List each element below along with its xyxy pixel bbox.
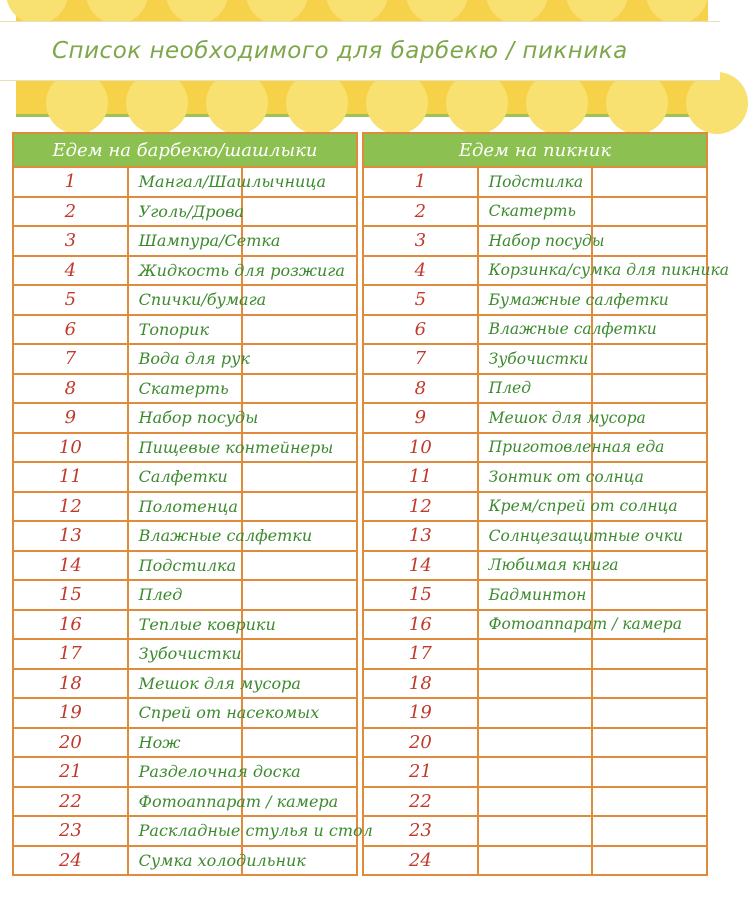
picnic-heading: Едем на пикник (363, 133, 707, 167)
item-number: 15 (13, 580, 128, 610)
item-label (478, 698, 593, 728)
item-label: Зубочистки (128, 639, 243, 669)
checkbox-cell[interactable] (242, 580, 357, 610)
item-number: 18 (363, 669, 478, 699)
checkbox-cell[interactable] (592, 757, 707, 787)
item-label: Уголь/Дрова (128, 197, 243, 227)
decor-circle (286, 72, 348, 134)
item-label: Спрей от насекомых (128, 698, 243, 728)
item-number: 16 (363, 610, 478, 640)
item-number: 9 (363, 403, 478, 433)
list-item (363, 492, 707, 522)
item-label: Мешок для мусора (128, 669, 243, 699)
list-item (363, 639, 707, 669)
checkbox-cell[interactable] (242, 728, 357, 758)
bbq-checklist (12, 132, 373, 876)
item-label (478, 728, 593, 758)
item-label: Разделочная доска (128, 757, 243, 787)
item-number: 21 (363, 757, 478, 787)
decor-circle (686, 72, 748, 134)
item-label: Солнцезащитные очки (478, 521, 593, 551)
item-label: Сумка холодильник (128, 846, 243, 876)
list-item (13, 167, 357, 197)
item-label: Полотенца (128, 492, 243, 522)
list-item (363, 787, 707, 817)
list-item (13, 669, 357, 699)
checkbox-cell[interactable] (592, 374, 707, 404)
list-item (13, 521, 357, 551)
item-number: 19 (363, 698, 478, 728)
item-label: Спички/бумага (128, 285, 243, 315)
list-item (363, 846, 707, 876)
item-number: 21 (13, 757, 128, 787)
decor-circle (326, 0, 388, 24)
item-number: 1 (363, 167, 478, 197)
item-number: 8 (363, 374, 478, 404)
item-label: Мешок для мусора (478, 403, 593, 433)
item-number: 20 (13, 728, 128, 758)
checkbox-cell[interactable] (592, 846, 707, 876)
list-item (13, 433, 357, 463)
item-label (478, 669, 593, 699)
item-label: Скатерть (478, 197, 593, 227)
item-label: Топорик (128, 315, 243, 345)
decor-circle (206, 72, 268, 134)
list-item (13, 610, 357, 640)
decor-circle (526, 72, 588, 134)
item-number: 7 (13, 344, 128, 374)
checkbox-cell[interactable] (242, 492, 357, 522)
list-item (363, 462, 707, 492)
list-item (363, 433, 707, 463)
item-label: Фотоаппарат / камера (478, 610, 593, 640)
list-item (363, 256, 707, 286)
item-label: Набор посуды (128, 403, 243, 433)
item-number: 1 (13, 167, 128, 197)
checkbox-cell[interactable] (592, 816, 707, 846)
list-item (13, 551, 357, 581)
checkbox-cell[interactable] (242, 403, 357, 433)
list-item (363, 344, 707, 374)
item-label: Любимая книга (478, 551, 593, 581)
item-label: Подстилка (128, 551, 243, 581)
item-number: 23 (363, 816, 478, 846)
item-number: 8 (13, 374, 128, 404)
checkbox-cell[interactable] (242, 315, 357, 345)
item-label (478, 757, 593, 787)
checkbox-cell[interactable] (592, 698, 707, 728)
item-label: Салфетки (128, 462, 243, 492)
item-label: Теплые коврики (128, 610, 243, 640)
item-number: 2 (13, 197, 128, 227)
list-item (363, 521, 707, 551)
item-number: 10 (363, 433, 478, 463)
decor-circle (86, 0, 148, 24)
list-item (13, 403, 357, 433)
checkbox-cell[interactable] (592, 669, 707, 699)
list-item (13, 816, 357, 846)
item-label: Мангал/Шашлычница (128, 167, 243, 197)
decor-circle (246, 0, 308, 24)
item-label: Плед (128, 580, 243, 610)
list-item (13, 315, 357, 345)
list-item (13, 285, 357, 315)
item-label (478, 787, 593, 817)
item-number: 14 (363, 551, 478, 581)
item-label (478, 816, 593, 846)
checkbox-cell[interactable] (242, 344, 357, 374)
item-number: 2 (363, 197, 478, 227)
item-label: Влажные салфетки (478, 315, 593, 345)
list-item (13, 728, 357, 758)
list-item (13, 492, 357, 522)
item-label: Крем/спрей от солнца (478, 492, 593, 522)
item-number: 4 (363, 256, 478, 286)
list-item (363, 669, 707, 699)
list-item (13, 757, 357, 787)
list-item (13, 226, 357, 256)
list-item (13, 698, 357, 728)
decor-circle (166, 0, 228, 24)
item-number: 4 (13, 256, 128, 286)
checklist-sheet (12, 132, 730, 876)
bbq-rows (13, 167, 373, 875)
checkbox-cell[interactable] (592, 580, 707, 610)
checkbox-cell[interactable] (592, 197, 707, 227)
picnic-rows (363, 167, 730, 875)
checkbox-cell[interactable] (592, 639, 707, 669)
item-number: 7 (363, 344, 478, 374)
decor-circle (646, 0, 708, 24)
item-number: 3 (13, 226, 128, 256)
item-label: Плед (478, 374, 593, 404)
item-label: Приготовленная еда (478, 433, 593, 463)
checkbox-cell[interactable] (592, 787, 707, 817)
bbq-heading: Едем на барбекю/шашлыки (13, 133, 357, 167)
list-item (363, 374, 707, 404)
checkbox-cell[interactable] (242, 639, 357, 669)
item-number: 20 (363, 728, 478, 758)
item-label: Вода для рук (128, 344, 243, 374)
item-number: 16 (13, 610, 128, 640)
item-label: Бумажные салфетки (478, 285, 593, 315)
item-number: 12 (13, 492, 128, 522)
list-item (363, 580, 707, 610)
item-label: Влажные салфетки (128, 521, 243, 551)
checkbox-cell[interactable] (592, 728, 707, 758)
list-item (363, 285, 707, 315)
item-label: Раскладные стулья и стол (128, 816, 243, 846)
item-label: Зубочистки (478, 344, 593, 374)
item-number: 18 (13, 669, 128, 699)
decor-circle (6, 0, 68, 24)
decor-circle (126, 72, 188, 134)
checkbox-cell[interactable] (592, 167, 707, 197)
list-item (363, 728, 707, 758)
item-number: 10 (13, 433, 128, 463)
list-item (363, 610, 707, 640)
item-number: 15 (363, 580, 478, 610)
item-number: 22 (13, 787, 128, 817)
item-number: 14 (13, 551, 128, 581)
list-item (13, 256, 357, 286)
page-title: Список необходимого для барбекю / пикника (52, 38, 628, 64)
item-number: 3 (363, 226, 478, 256)
item-number: 24 (13, 846, 128, 876)
list-item (13, 374, 357, 404)
item-number: 9 (13, 403, 128, 433)
item-number: 5 (13, 285, 128, 315)
item-number: 17 (13, 639, 128, 669)
item-label: Нож (128, 728, 243, 758)
checkbox-cell[interactable] (242, 374, 357, 404)
decor-circle (606, 72, 668, 134)
item-number: 13 (13, 521, 128, 551)
list-item (13, 580, 357, 610)
decor-circle (406, 0, 468, 24)
list-item (13, 846, 357, 876)
item-number: 5 (363, 285, 478, 315)
item-number: 24 (363, 846, 478, 876)
item-number: 19 (13, 698, 128, 728)
item-number: 6 (363, 315, 478, 345)
checkbox-cell[interactable] (592, 344, 707, 374)
decor-circle (566, 0, 628, 24)
list-item (363, 403, 707, 433)
checkbox-cell[interactable] (242, 197, 357, 227)
list-item (363, 551, 707, 581)
list-item (363, 816, 707, 846)
list-item (13, 462, 357, 492)
list-item (13, 197, 357, 227)
list-item (363, 197, 707, 227)
list-item (13, 639, 357, 669)
item-label: Скатерть (128, 374, 243, 404)
item-label: Бадминтон (478, 580, 593, 610)
checkbox-cell[interactable] (592, 226, 707, 256)
decor-circle (46, 72, 108, 134)
item-label (478, 846, 593, 876)
item-number: 17 (363, 639, 478, 669)
checkbox-cell[interactable] (242, 551, 357, 581)
item-number: 12 (363, 492, 478, 522)
picnic-checklist (362, 132, 730, 876)
item-label: Жидкость для розжига (128, 256, 243, 286)
list-item (13, 344, 357, 374)
item-label: Зонтик от солнца (478, 462, 593, 492)
item-label: Корзинка/сумка для пикника (478, 256, 593, 286)
item-number: 22 (363, 787, 478, 817)
decor-circle (486, 0, 548, 24)
item-label: Шампура/Сетка (128, 226, 243, 256)
checkbox-cell[interactable] (242, 462, 357, 492)
item-label: Подстилка (478, 167, 593, 197)
list-item (363, 757, 707, 787)
list-item (363, 315, 707, 345)
item-number: 13 (363, 521, 478, 551)
item-number: 23 (13, 816, 128, 846)
decor-circle (366, 72, 428, 134)
item-number: 11 (363, 462, 478, 492)
item-label (478, 639, 593, 669)
list-item (363, 167, 707, 197)
title-strip (0, 22, 720, 80)
list-item (13, 787, 357, 817)
item-number: 6 (13, 315, 128, 345)
item-label: Пищевые контейнеры (128, 433, 243, 463)
item-label: Набор посуды (478, 226, 593, 256)
item-label: Фотоаппарат / камера (128, 787, 243, 817)
list-item (363, 698, 707, 728)
list-item (363, 226, 707, 256)
decor-circle (446, 72, 508, 134)
item-number: 11 (13, 462, 128, 492)
